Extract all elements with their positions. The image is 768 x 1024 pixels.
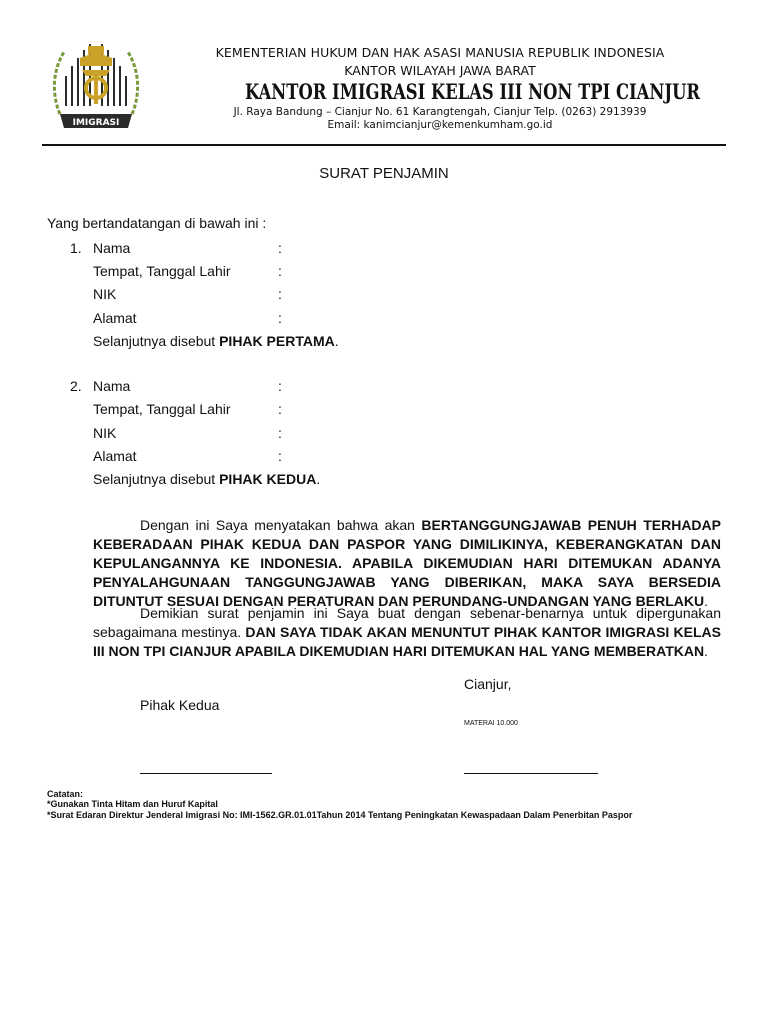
signature-line-right xyxy=(464,773,598,774)
party-1-field-nik: NIK xyxy=(93,286,117,302)
party-1-colon-nik: : xyxy=(278,286,282,302)
header-address: Jl. Raya Bandung – Cianjur No. 61 Karangtengah, Cianjur Telp. (0263) 2913939 xyxy=(233,106,647,118)
party-1-colon-name: : xyxy=(278,240,282,256)
party-2-designation: PIHAK KEDUA xyxy=(219,471,317,487)
party-1-field-address: Alamat xyxy=(93,310,137,326)
statement-1-normal: Dengan ini Saya menyatakan bahwa akan xyxy=(140,517,422,533)
imigrasi-logo xyxy=(50,36,142,134)
party-2-field-nik: NIK xyxy=(93,425,117,441)
statement-2-normal: Demikian surat penjamin ini Saya buat dengan sebenar-benarnya untuk dipergunakan sebagaimana mestinya. xyxy=(93,605,721,640)
party-2-colon-address: : xyxy=(278,448,282,464)
header-ministry: KEMENTERIAN HUKUM DAN HAK ASASI MANUSIA REPUBLIK INDONESIA xyxy=(215,45,665,60)
party-2-designation-prefix: Selanjutnya disebut xyxy=(93,471,220,487)
party-1-designation: PIHAK PERTAMA xyxy=(219,333,335,349)
party-1-number: 1. xyxy=(70,240,82,256)
party-2-colon-birth: : xyxy=(278,401,282,417)
party-1-colon-address: : xyxy=(278,310,282,326)
statement-2-end: . xyxy=(704,643,708,659)
note-item-2: *Surat Edaran Direktur Jenderal Imigrasi No: IMI-1562.GR.01.01Tahun 2014 Tentang Peningkatan Kewaspadaan Dalam Penerbitan Paspor xyxy=(47,810,633,820)
materai-label: MATERAI 10.000 xyxy=(464,720,518,727)
intro-text: Yang bertandatangan di bawah ini : xyxy=(47,215,267,231)
statement-paragraph-2 xyxy=(93,604,721,661)
document-title: SURAT PENJAMIN xyxy=(319,165,449,182)
statement-1-bold: BERTANGGUNGJAWAB PENUH TERHADAP KEBERADAAN PIHAK KEDUA DAN PASPOR YANG DIMILIKINYA, KEBERANGKATAN DAN KEPULANGANNYA KE INDONESIA. APABILA DIKEMUDIAN HARI DITEMUKAN ADANYA PENYALAHGUNAAN TANGGUNGJAWAB YANG DIBERIKAN, MAKA SAYA BERSEDIA DITUNTUT SESUAI DENGAN PERATURAN DAN PERUNDANG-UNDANGAN YANG BERLAKU xyxy=(93,517,721,609)
header-email: Email: kanimcianjur@kemenkumham.go.id xyxy=(327,119,553,131)
party-2-designation-suffix: . xyxy=(316,471,321,487)
party-2-colon-name: : xyxy=(278,378,282,394)
header-region: KANTOR WILAYAH JAWA BARAT xyxy=(344,63,536,78)
signature-place: Cianjur, xyxy=(464,676,512,692)
party-2-field-address: Alamat xyxy=(93,448,137,464)
party-2-colon-nik: : xyxy=(278,425,282,441)
party-1-colon-birth: : xyxy=(278,263,282,279)
note-item-1: *Gunakan Tinta Hitam dan Huruf Kapital xyxy=(47,799,218,809)
signature-left-label: Pihak Kedua xyxy=(140,697,220,713)
party-1-designation-prefix: Selanjutnya disebut xyxy=(93,333,220,349)
header-divider xyxy=(42,144,726,146)
party-2-number: 2. xyxy=(70,378,82,394)
party-1-field-name: Nama xyxy=(93,240,131,256)
statement-2-bold: DAN SAYA TIDAK AKAN MENUNTUT PIHAK KANTOR IMIGRASI KELAS III NON TPI CIANJUR APABILA DIKEMUDIAN HARI DITEMUKAN HAL YANG MEMBERATKAN xyxy=(93,624,721,659)
header-office: KANTOR IMIGRASI KELAS III NON TPI CIANJUR xyxy=(245,79,700,104)
party-2-field-name: Nama xyxy=(93,378,131,394)
party-1-designation-suffix: . xyxy=(334,333,339,349)
party-2-field-birth: Tempat, Tanggal Lahir xyxy=(93,401,231,417)
notes-heading: Catatan: xyxy=(47,789,84,799)
signature-line-left xyxy=(140,773,272,774)
party-1-field-birth: Tempat, Tanggal Lahir xyxy=(93,263,231,279)
party-2-designation-line xyxy=(93,471,320,487)
statement-1-end: . xyxy=(704,593,708,609)
party-1-designation-line xyxy=(93,333,339,349)
statement-paragraph-1 xyxy=(93,516,721,611)
logo-text: IMIGRASI xyxy=(72,118,120,128)
